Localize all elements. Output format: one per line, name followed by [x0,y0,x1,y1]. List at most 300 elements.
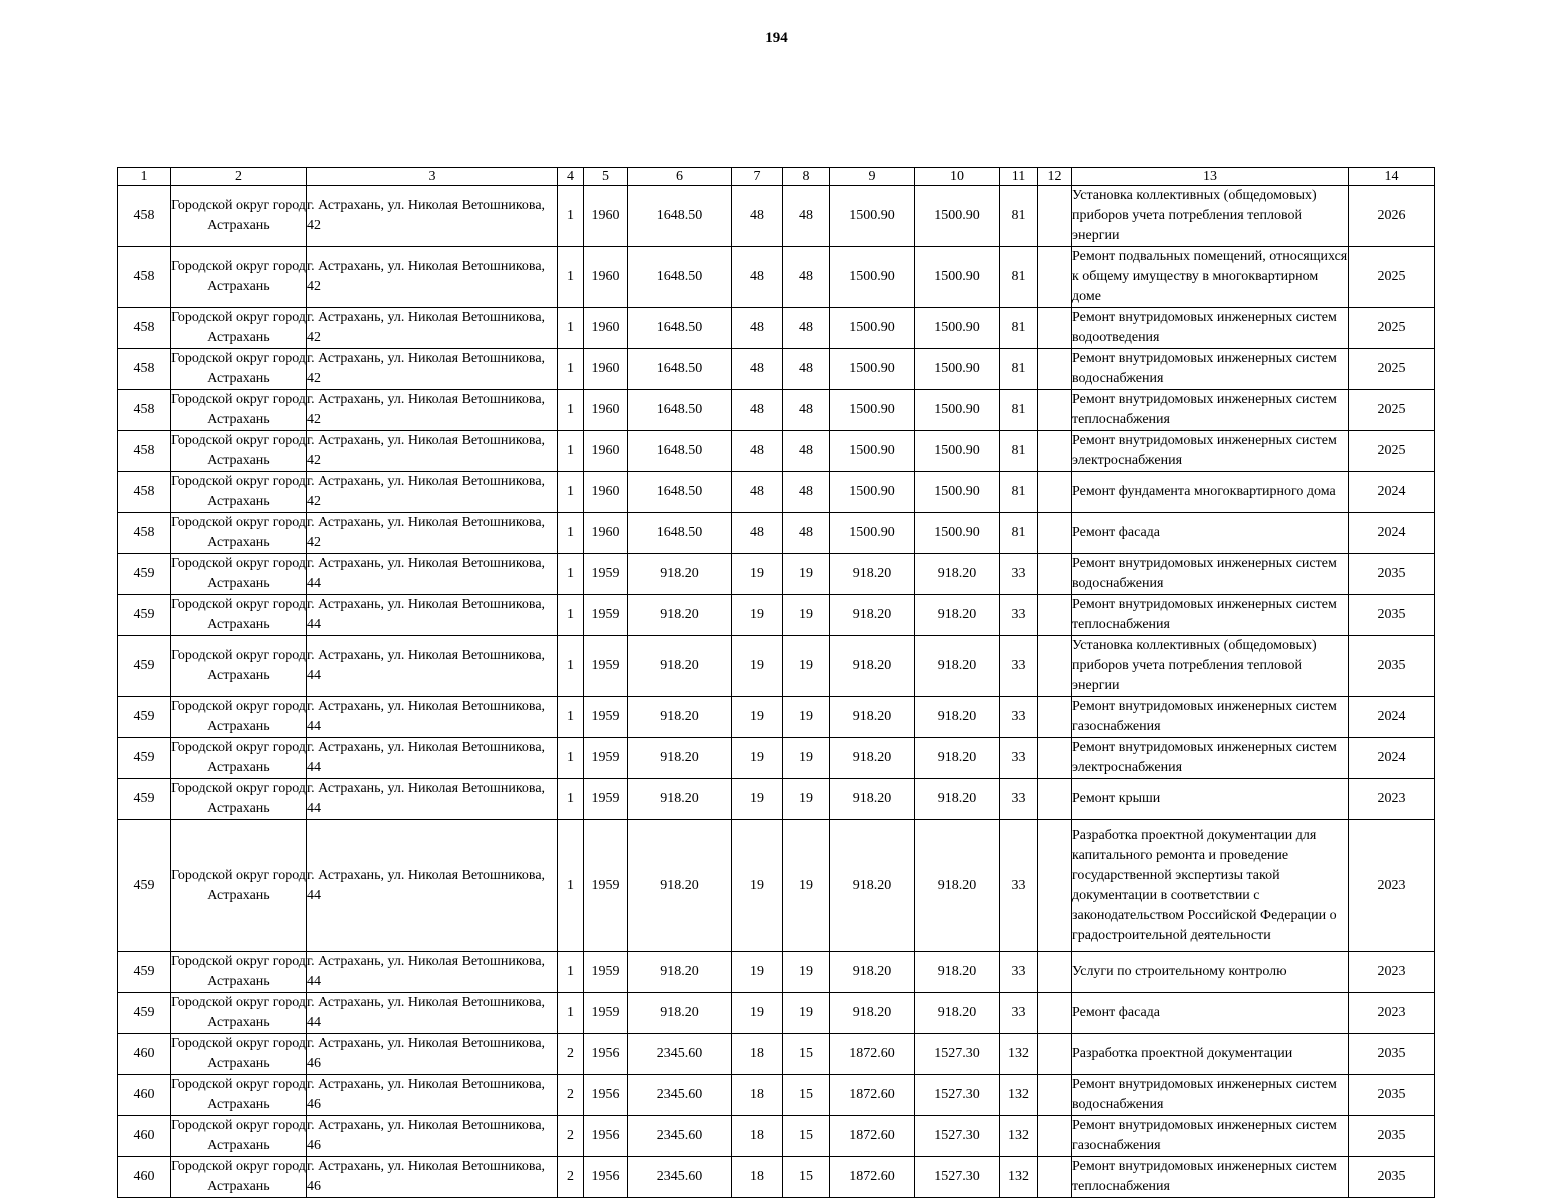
table-row [118,308,1435,349]
col8-cell: 48 [783,431,830,472]
col9-cell: 918.20 [830,738,915,779]
total-area-cell: 2345.60 [628,1157,732,1198]
plan-year-cell: 2025 [1349,308,1435,349]
col7-cell: 48 [732,390,783,431]
table-row [118,952,1435,993]
col7-cell: 18 [732,1157,783,1198]
col11-cell: 33 [1000,697,1038,738]
col12-cell [1038,738,1072,779]
row-number: 459 [118,820,171,952]
work-type-cell: Ремонт внутридомовых инженерных систем водоотведения [1072,308,1349,349]
row-number: 460 [118,1157,171,1198]
address-cell: г. Астрахань, ул. Николая Ветошникова, 42 [307,186,558,247]
page-number: 194 [765,30,788,46]
work-type-cell: Ремонт внутридомовых инженерных систем теплоснабжения [1072,1157,1349,1198]
col7-cell: 19 [732,595,783,636]
col9-cell: 1500.90 [830,349,915,390]
col7-cell: 18 [732,1034,783,1075]
col4-cell: 2 [558,1075,584,1116]
col9-cell: 918.20 [830,595,915,636]
col10-cell: 918.20 [915,820,1000,952]
col8-cell: 19 [783,697,830,738]
plan-year-cell: 2035 [1349,554,1435,595]
col11-cell: 132 [1000,1116,1038,1157]
col12-cell [1038,247,1072,308]
col4-cell: 1 [558,186,584,247]
col7-cell: 48 [732,431,783,472]
total-area-cell: 1648.50 [628,513,732,554]
col7-cell: 48 [732,247,783,308]
col12-cell [1038,390,1072,431]
table-row [118,738,1435,779]
col7-cell: 19 [732,554,783,595]
plan-year-cell: 2035 [1349,1075,1435,1116]
total-area-cell: 2345.60 [628,1075,732,1116]
work-type-cell: Ремонт фундамента многоквартирного дома [1072,472,1349,513]
col8-cell: 15 [783,1116,830,1157]
address-cell: г. Астрахань, ул. Николая Ветошникова, 44 [307,779,558,820]
col9-cell: 1500.90 [830,247,915,308]
plan-year-cell: 2024 [1349,472,1435,513]
col11-cell: 33 [1000,738,1038,779]
row-number: 459 [118,636,171,697]
plan-year-cell: 2035 [1349,595,1435,636]
row-number: 458 [118,390,171,431]
col-header: 13 [1072,168,1349,186]
col4-cell: 1 [558,738,584,779]
total-area-cell: 918.20 [628,595,732,636]
plan-year-cell: 2023 [1349,820,1435,952]
municipality-cell: Городской округ город Астрахань [171,431,307,472]
col4-cell: 1 [558,554,584,595]
table-row [118,636,1435,697]
municipality-cell: Городской округ город Астрахань [171,1075,307,1116]
row-number: 459 [118,554,171,595]
col9-cell: 1500.90 [830,390,915,431]
col8-cell: 19 [783,554,830,595]
total-area-cell: 2345.60 [628,1034,732,1075]
table-row [118,993,1435,1034]
col10-cell: 1500.90 [915,247,1000,308]
col12-cell [1038,513,1072,554]
col7-cell: 48 [732,186,783,247]
col-header: 5 [584,168,628,186]
col9-cell: 918.20 [830,820,915,952]
year-cell: 1956 [584,1034,628,1075]
work-type-cell: Разработка проектной документации [1072,1034,1349,1075]
col12-cell [1038,308,1072,349]
year-cell: 1956 [584,1075,628,1116]
total-area-cell: 918.20 [628,993,732,1034]
col12-cell [1038,1034,1072,1075]
plan-year-cell: 2035 [1349,1034,1435,1075]
col7-cell: 19 [732,993,783,1034]
total-area-cell: 1648.50 [628,186,732,247]
col-header: 10 [915,168,1000,186]
col11-cell: 81 [1000,472,1038,513]
address-cell: г. Астрахань, ул. Николая Ветошникова, 44 [307,952,558,993]
col12-cell [1038,186,1072,247]
row-number: 459 [118,779,171,820]
municipality-cell: Городской округ город Астрахань [171,390,307,431]
municipality-cell: Городской округ город Астрахань [171,247,307,308]
col12-cell [1038,779,1072,820]
table-row [118,513,1435,554]
col11-cell: 81 [1000,308,1038,349]
col8-cell: 48 [783,472,830,513]
plan-year-cell: 2025 [1349,349,1435,390]
row-number: 458 [118,431,171,472]
col12-cell [1038,1116,1072,1157]
work-type-cell: Услуги по строительному контролю [1072,952,1349,993]
row-number: 459 [118,738,171,779]
address-cell: г. Астрахань, ул. Николая Ветошникова, 42 [307,349,558,390]
table-row [118,595,1435,636]
col7-cell: 48 [732,349,783,390]
column-number-row [118,168,1435,186]
col9-cell: 918.20 [830,554,915,595]
col12-cell [1038,1075,1072,1116]
table-row [118,1034,1435,1075]
col11-cell: 33 [1000,952,1038,993]
table-row [118,697,1435,738]
address-cell: г. Астрахань, ул. Николая Ветошникова, 42 [307,513,558,554]
work-type-cell: Ремонт фасада [1072,993,1349,1034]
col8-cell: 48 [783,390,830,431]
table-row [118,431,1435,472]
work-type-cell: Установка коллективных (общедомовых) приборов учета потребления тепловой энергии [1072,186,1349,247]
address-cell: г. Астрахань, ул. Николая Ветошникова, 44 [307,554,558,595]
year-cell: 1960 [584,308,628,349]
municipality-cell: Городской округ город Астрахань [171,186,307,247]
work-type-cell: Ремонт внутридомовых инженерных систем электроснабжения [1072,431,1349,472]
plan-year-cell: 2024 [1349,738,1435,779]
col9-cell: 1500.90 [830,431,915,472]
total-area-cell: 918.20 [628,952,732,993]
col9-cell: 918.20 [830,636,915,697]
col4-cell: 2 [558,1034,584,1075]
col10-cell: 1527.30 [915,1034,1000,1075]
table-row [118,1116,1435,1157]
total-area-cell: 1648.50 [628,349,732,390]
table-row [118,472,1435,513]
col4-cell: 1 [558,779,584,820]
plan-year-cell: 2035 [1349,1157,1435,1198]
col11-cell: 33 [1000,636,1038,697]
col9-cell: 918.20 [830,952,915,993]
municipality-cell: Городской округ город Астрахань [171,308,307,349]
row-number: 458 [118,247,171,308]
col9-cell: 918.20 [830,697,915,738]
municipality-cell: Городской округ город Астрахань [171,1116,307,1157]
table-row [118,1157,1435,1198]
municipality-cell: Городской округ город Астрахань [171,595,307,636]
municipality-cell: Городской округ город Астрахань [171,952,307,993]
address-cell: г. Астрахань, ул. Николая Ветошникова, 44 [307,993,558,1034]
col7-cell: 48 [732,472,783,513]
col12-cell [1038,554,1072,595]
col11-cell: 33 [1000,554,1038,595]
municipality-cell: Городской округ город Астрахань [171,1157,307,1198]
plan-year-cell: 2024 [1349,513,1435,554]
total-area-cell: 1648.50 [628,431,732,472]
col10-cell: 1500.90 [915,349,1000,390]
col12-cell [1038,349,1072,390]
col10-cell: 918.20 [915,554,1000,595]
year-cell: 1956 [584,1157,628,1198]
row-number: 459 [118,697,171,738]
col9-cell: 918.20 [830,993,915,1034]
plan-year-cell: 2025 [1349,431,1435,472]
col4-cell: 1 [558,952,584,993]
col4-cell: 1 [558,697,584,738]
col8-cell: 48 [783,513,830,554]
plan-year-cell: 2025 [1349,247,1435,308]
table-row [118,186,1435,247]
row-number: 458 [118,349,171,390]
col8-cell: 19 [783,595,830,636]
work-type-cell: Ремонт внутридомовых инженерных систем теплоснабжения [1072,390,1349,431]
plan-year-cell: 2035 [1349,1116,1435,1157]
col11-cell: 33 [1000,595,1038,636]
col12-cell [1038,1157,1072,1198]
year-cell: 1959 [584,595,628,636]
col12-cell [1038,993,1072,1034]
col12-cell [1038,595,1072,636]
year-cell: 1960 [584,186,628,247]
col8-cell: 19 [783,779,830,820]
work-type-cell: Ремонт внутридомовых инженерных систем теплоснабжения [1072,595,1349,636]
year-cell: 1959 [584,738,628,779]
year-cell: 1959 [584,779,628,820]
year-cell: 1959 [584,820,628,952]
col7-cell: 19 [732,820,783,952]
municipality-cell: Городской округ город Астрахань [171,993,307,1034]
total-area-cell: 1648.50 [628,390,732,431]
col11-cell: 33 [1000,820,1038,952]
work-type-cell: Установка коллективных (общедомовых) приборов учета потребления тепловой энергии [1072,636,1349,697]
work-type-cell: Ремонт внутридомовых инженерных систем водоснабжения [1072,554,1349,595]
col9-cell: 1872.60 [830,1157,915,1198]
work-type-cell: Ремонт фасада [1072,513,1349,554]
col7-cell: 48 [732,308,783,349]
col11-cell: 81 [1000,513,1038,554]
municipality-cell: Городской округ город Астрахань [171,1034,307,1075]
col8-cell: 48 [783,308,830,349]
col10-cell: 1500.90 [915,431,1000,472]
col4-cell: 1 [558,636,584,697]
col4-cell: 1 [558,595,584,636]
col4-cell: 1 [558,820,584,952]
col8-cell: 19 [783,636,830,697]
row-number: 458 [118,472,171,513]
col11-cell: 81 [1000,431,1038,472]
address-cell: г. Астрахань, ул. Николая Ветошникова, 46 [307,1116,558,1157]
total-area-cell: 1648.50 [628,247,732,308]
col12-cell [1038,952,1072,993]
total-area-cell: 918.20 [628,738,732,779]
total-area-cell: 918.20 [628,636,732,697]
col10-cell: 918.20 [915,738,1000,779]
plan-year-cell: 2035 [1349,636,1435,697]
plan-year-cell: 2024 [1349,697,1435,738]
municipality-cell: Городской округ город Астрахань [171,472,307,513]
row-number: 459 [118,952,171,993]
col7-cell: 18 [732,1116,783,1157]
col8-cell: 19 [783,738,830,779]
col9-cell: 1500.90 [830,472,915,513]
col10-cell: 1527.30 [915,1157,1000,1198]
table-row [118,390,1435,431]
year-cell: 1960 [584,349,628,390]
col11-cell: 81 [1000,186,1038,247]
col7-cell: 19 [732,779,783,820]
municipality-cell: Городской округ город Астрахань [171,554,307,595]
total-area-cell: 918.20 [628,820,732,952]
col7-cell: 19 [732,697,783,738]
year-cell: 1959 [584,554,628,595]
work-type-cell: Разработка проектной документации для капитального ремонта и проведение государственной экспертизы такой документации в соответствии с законодательством Российской Федерации о градостроительной деятельности [1072,820,1349,952]
repair-program-table [117,167,1435,1198]
col7-cell: 19 [732,738,783,779]
address-cell: г. Астрахань, ул. Николая Ветошникова, 42 [307,247,558,308]
col12-cell [1038,431,1072,472]
address-cell: г. Астрахань, ул. Николая Ветошникова, 46 [307,1157,558,1198]
col8-cell: 19 [783,993,830,1034]
col8-cell: 48 [783,186,830,247]
col7-cell: 19 [732,636,783,697]
col10-cell: 1500.90 [915,308,1000,349]
col-header: 7 [732,168,783,186]
municipality-cell: Городской округ город Астрахань [171,636,307,697]
col11-cell: 33 [1000,993,1038,1034]
row-number: 458 [118,308,171,349]
municipality-cell: Городской округ город Астрахань [171,697,307,738]
col10-cell: 918.20 [915,993,1000,1034]
address-cell: г. Астрахань, ул. Николая Ветошникова, 44 [307,738,558,779]
col12-cell [1038,636,1072,697]
year-cell: 1960 [584,431,628,472]
col9-cell: 1872.60 [830,1075,915,1116]
table-row [118,554,1435,595]
col9-cell: 918.20 [830,779,915,820]
address-cell: г. Астрахань, ул. Николая Ветошникова, 42 [307,308,558,349]
municipality-cell: Городской округ город Астрахань [171,779,307,820]
address-cell: г. Астрахань, ул. Николая Ветошникова, 44 [307,595,558,636]
col4-cell: 1 [558,390,584,431]
col4-cell: 1 [558,513,584,554]
col7-cell: 19 [732,952,783,993]
address-cell: г. Астрахань, ул. Николая Ветошникова, 44 [307,697,558,738]
col11-cell: 132 [1000,1034,1038,1075]
total-area-cell: 918.20 [628,779,732,820]
col10-cell: 1500.90 [915,513,1000,554]
col10-cell: 918.20 [915,779,1000,820]
address-cell: г. Астрахань, ул. Николая Ветошникова, 42 [307,390,558,431]
year-cell: 1959 [584,993,628,1034]
col8-cell: 15 [783,1034,830,1075]
year-cell: 1959 [584,697,628,738]
municipality-cell: Городской округ город Астрахань [171,513,307,554]
year-cell: 1960 [584,390,628,431]
row-number: 458 [118,186,171,247]
col8-cell: 15 [783,1075,830,1116]
row-number: 458 [118,513,171,554]
col4-cell: 1 [558,247,584,308]
year-cell: 1959 [584,636,628,697]
col4-cell: 1 [558,308,584,349]
work-type-cell: Ремонт внутридомовых инженерных систем газоснабжения [1072,697,1349,738]
col12-cell [1038,697,1072,738]
col8-cell: 15 [783,1157,830,1198]
total-area-cell: 1648.50 [628,308,732,349]
address-cell: г. Астрахань, ул. Николая Ветошникова, 44 [307,820,558,952]
col-header: 2 [171,168,307,186]
col10-cell: 1500.90 [915,186,1000,247]
col9-cell: 1500.90 [830,513,915,554]
col-header: 1 [118,168,171,186]
col11-cell: 33 [1000,779,1038,820]
col9-cell: 1500.90 [830,308,915,349]
col10-cell: 918.20 [915,636,1000,697]
col11-cell: 81 [1000,349,1038,390]
col11-cell: 132 [1000,1157,1038,1198]
year-cell: 1959 [584,952,628,993]
address-cell: г. Астрахань, ул. Николая Ветошникова, 42 [307,472,558,513]
col11-cell: 132 [1000,1075,1038,1116]
col4-cell: 2 [558,1157,584,1198]
year-cell: 1960 [584,513,628,554]
table-row [118,349,1435,390]
table-row [118,1075,1435,1116]
col10-cell: 1527.30 [915,1116,1000,1157]
col12-cell [1038,820,1072,952]
work-type-cell: Ремонт внутридомовых инженерных систем электроснабжения [1072,738,1349,779]
col4-cell: 1 [558,472,584,513]
col8-cell: 19 [783,820,830,952]
col-header: 9 [830,168,915,186]
col11-cell: 81 [1000,390,1038,431]
col9-cell: 1872.60 [830,1034,915,1075]
work-type-cell: Ремонт подвальных помещений, относящихся к общему имуществу в многоквартирном доме [1072,247,1349,308]
plan-year-cell: 2023 [1349,952,1435,993]
col4-cell: 2 [558,1116,584,1157]
col8-cell: 19 [783,952,830,993]
plan-year-cell: 2026 [1349,186,1435,247]
row-number: 459 [118,595,171,636]
plan-year-cell: 2023 [1349,779,1435,820]
municipality-cell: Городской округ город Астрахань [171,820,307,952]
total-area-cell: 2345.60 [628,1116,732,1157]
table-row [118,779,1435,820]
col8-cell: 48 [783,349,830,390]
address-cell: г. Астрахань, ул. Николая Ветошникова, 46 [307,1034,558,1075]
col10-cell: 918.20 [915,595,1000,636]
plan-year-cell: 2023 [1349,993,1435,1034]
col11-cell: 81 [1000,247,1038,308]
col7-cell: 18 [732,1075,783,1116]
col10-cell: 918.20 [915,952,1000,993]
municipality-cell: Городской округ город Астрахань [171,349,307,390]
col12-cell [1038,472,1072,513]
work-type-cell: Ремонт внутридомовых инженерных систем водоснабжения [1072,349,1349,390]
total-area-cell: 1648.50 [628,472,732,513]
row-number: 460 [118,1034,171,1075]
col-header: 4 [558,168,584,186]
col4-cell: 1 [558,431,584,472]
municipality-cell: Городской округ город Астрахань [171,738,307,779]
plan-year-cell: 2025 [1349,390,1435,431]
